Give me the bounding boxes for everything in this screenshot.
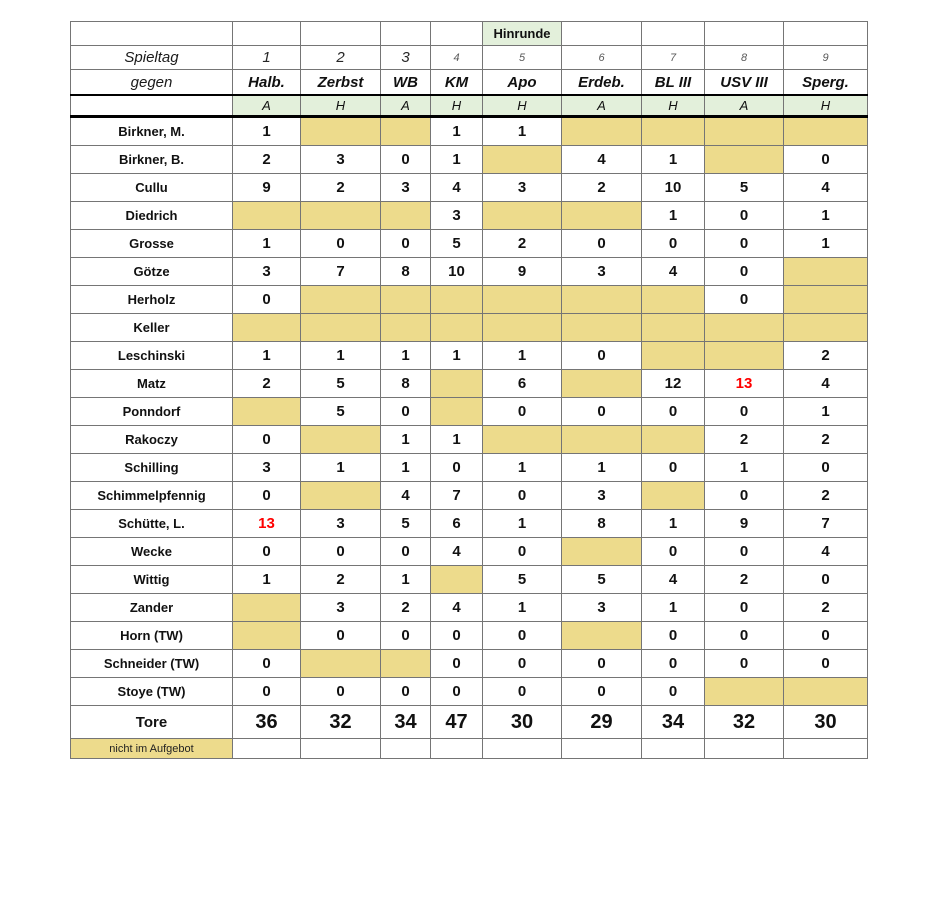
- goal-cell: 4: [431, 174, 483, 202]
- goal-cell: 1: [562, 454, 642, 482]
- goal-cell: 5: [483, 566, 562, 594]
- not-in-squad-cell: [381, 650, 431, 678]
- venue-indicator: H: [642, 95, 705, 117]
- goal-cell: 7: [431, 482, 483, 510]
- goal-cell: 0: [233, 678, 301, 706]
- goal-cell: 1: [381, 426, 431, 454]
- not-in-squad-cell: [483, 146, 562, 174]
- header-empty-cell: [705, 22, 784, 46]
- goal-cell: 0: [483, 482, 562, 510]
- hinrunde-row: [71, 22, 868, 46]
- goal-cell: 0: [705, 594, 784, 622]
- goal-cell: 0: [642, 230, 705, 258]
- player-row: [71, 594, 868, 622]
- not-in-squad-cell: [301, 650, 381, 678]
- goal-cell: 0: [483, 650, 562, 678]
- player-row: [71, 230, 868, 258]
- goal-cell: 1: [233, 342, 301, 370]
- not-in-squad-cell: [233, 202, 301, 230]
- goal-cell: 0: [705, 622, 784, 650]
- goal-cell: 0: [233, 286, 301, 314]
- tore-total: 30: [483, 706, 562, 739]
- goal-cell: 3: [562, 258, 642, 286]
- goal-cell: 3: [381, 174, 431, 202]
- matchday-number: 3: [381, 46, 431, 70]
- gegen-row: [71, 70, 868, 96]
- goal-cell: 1: [483, 594, 562, 622]
- goal-cell: 4: [784, 174, 868, 202]
- goal-cell: 3: [301, 510, 381, 538]
- player-row: [71, 622, 868, 650]
- opponent-header: KM: [431, 70, 483, 96]
- venue-indicator: A: [381, 95, 431, 117]
- goal-cell: 0: [381, 398, 431, 426]
- not-in-squad-cell: [642, 426, 705, 454]
- goals-table: [70, 21, 868, 759]
- goal-cell: 1: [301, 454, 381, 482]
- goal-cell: 1: [381, 454, 431, 482]
- totals-row: [71, 706, 868, 739]
- goal-cell: 0: [642, 678, 705, 706]
- goal-cell: 0: [705, 650, 784, 678]
- not-in-squad-cell: [381, 286, 431, 314]
- not-in-squad-cell: [483, 202, 562, 230]
- opponent-header: WB: [381, 70, 431, 96]
- goal-cell: 2: [784, 426, 868, 454]
- player-name: Birkner, B.: [71, 146, 233, 174]
- not-in-squad-cell: [301, 482, 381, 510]
- goal-cell: 3: [562, 482, 642, 510]
- not-in-squad-cell: [642, 482, 705, 510]
- not-in-squad-cell: [642, 117, 705, 146]
- opponent-header: Sperg.: [784, 70, 868, 96]
- tore-total: 34: [642, 706, 705, 739]
- tore-total: 47: [431, 706, 483, 739]
- tore-total: 36: [233, 706, 301, 739]
- player-row: [71, 538, 868, 566]
- spieltag-label: Spieltag: [71, 46, 233, 70]
- goal-cell: 0: [705, 202, 784, 230]
- goal-cell: 0: [381, 146, 431, 174]
- opponent-header: USV III: [705, 70, 784, 96]
- goal-cell: 0: [705, 258, 784, 286]
- header-empty-cell: [233, 22, 301, 46]
- player-row: [71, 454, 868, 482]
- player-name: Wecke: [71, 538, 233, 566]
- not-in-squad-cell: [705, 117, 784, 146]
- goal-cell: 1: [642, 510, 705, 538]
- header-empty-cell: [381, 22, 431, 46]
- not-in-squad-cell: [642, 314, 705, 342]
- goal-cell: 0: [784, 146, 868, 174]
- player-row: [71, 258, 868, 286]
- player-name: Ponndorf: [71, 398, 233, 426]
- goal-cell: 0: [431, 678, 483, 706]
- goal-cell: 2: [562, 174, 642, 202]
- legend-not-in-squad: nicht im Aufgebot: [71, 739, 233, 759]
- not-in-squad-cell: [642, 286, 705, 314]
- not-in-squad-cell: [301, 314, 381, 342]
- goal-cell: 0: [705, 398, 784, 426]
- matchday-number: 2: [301, 46, 381, 70]
- player-name: Rakoczy: [71, 426, 233, 454]
- not-in-squad-cell: [431, 370, 483, 398]
- goal-cell: 2: [784, 482, 868, 510]
- legend-empty-cell: [483, 739, 562, 759]
- matchday-number: 5: [483, 46, 562, 70]
- legend-row: [71, 739, 868, 759]
- goal-cell: 3: [431, 202, 483, 230]
- not-in-squad-cell: [381, 117, 431, 146]
- goal-cell: 1: [483, 454, 562, 482]
- player-name: Götze: [71, 258, 233, 286]
- tore-total: 32: [301, 706, 381, 739]
- goal-cell: 8: [381, 370, 431, 398]
- goal-cell: 5: [562, 566, 642, 594]
- goal-cell: 0: [642, 622, 705, 650]
- goal-cell: 0: [562, 650, 642, 678]
- goal-cell: 4: [562, 146, 642, 174]
- not-in-squad-cell: [562, 117, 642, 146]
- goal-cell: 2: [301, 174, 381, 202]
- player-row: [71, 566, 868, 594]
- player-row: [71, 650, 868, 678]
- matchday-number: 8: [705, 46, 784, 70]
- venue-row: [71, 95, 868, 117]
- goal-cell: 4: [381, 482, 431, 510]
- player-row: [71, 426, 868, 454]
- goal-cell: 1: [642, 202, 705, 230]
- not-in-squad-cell: [562, 202, 642, 230]
- legend-empty-cell: [431, 739, 483, 759]
- goal-cell: 5: [431, 230, 483, 258]
- legend-empty-cell: [301, 739, 381, 759]
- goal-cell: 2: [705, 426, 784, 454]
- goal-cell: 0: [483, 398, 562, 426]
- goal-cell: 0: [705, 538, 784, 566]
- goal-cell: 5: [301, 398, 381, 426]
- goal-cell: 2: [483, 230, 562, 258]
- goal-cell: 0: [483, 678, 562, 706]
- not-in-squad-cell: [705, 146, 784, 174]
- goal-cell: 1: [381, 342, 431, 370]
- legend-empty-cell: [784, 739, 868, 759]
- goal-cell: 5: [705, 174, 784, 202]
- goal-cell: 3: [233, 454, 301, 482]
- not-in-squad-cell: [431, 398, 483, 426]
- goal-cell: 0: [381, 230, 431, 258]
- tore-total: 30: [784, 706, 868, 739]
- goal-cell: 3: [301, 594, 381, 622]
- matchday-number: 7: [642, 46, 705, 70]
- tore-total: 32: [705, 706, 784, 739]
- goal-cell: 0: [784, 566, 868, 594]
- goal-cell: 1: [642, 594, 705, 622]
- not-in-squad-cell: [784, 678, 868, 706]
- not-in-squad-cell: [301, 117, 381, 146]
- not-in-squad-cell: [381, 202, 431, 230]
- venue-indicator: H: [784, 95, 868, 117]
- player-name: Horn (TW): [71, 622, 233, 650]
- goal-cell: 0: [301, 678, 381, 706]
- hinrunde-header: Hinrunde: [483, 22, 562, 46]
- goal-cell: 1: [233, 117, 301, 146]
- goal-cell: 5: [301, 370, 381, 398]
- goal-cell: 0: [784, 650, 868, 678]
- header-empty-cell: [431, 22, 483, 46]
- not-in-squad-cell: [562, 538, 642, 566]
- opponent-header: Halb.: [233, 70, 301, 96]
- goal-cell: 0: [642, 454, 705, 482]
- player-row: [71, 398, 868, 426]
- opponent-header: Apo: [483, 70, 562, 96]
- not-in-squad-cell: [431, 566, 483, 594]
- not-in-squad-cell: [381, 314, 431, 342]
- goal-cell: 7: [784, 510, 868, 538]
- not-in-squad-cell: [784, 117, 868, 146]
- goal-cell: 1: [431, 117, 483, 146]
- player-name: Keller: [71, 314, 233, 342]
- not-in-squad-cell: [483, 314, 562, 342]
- goal-cell: 2: [233, 370, 301, 398]
- goal-cell: 2: [784, 342, 868, 370]
- goal-cell: 6: [431, 510, 483, 538]
- matchday-number: 9: [784, 46, 868, 70]
- goal-cell: 0: [381, 678, 431, 706]
- player-name: Leschinski: [71, 342, 233, 370]
- player-row: [71, 174, 868, 202]
- tore-label: Tore: [71, 706, 233, 739]
- goal-cell: 4: [642, 566, 705, 594]
- venue-indicator: A: [705, 95, 784, 117]
- player-name: Cullu: [71, 174, 233, 202]
- venue-indicator: H: [483, 95, 562, 117]
- gegen-label: gegen: [71, 70, 233, 96]
- goal-cell: 8: [381, 258, 431, 286]
- venue-indicator: A: [562, 95, 642, 117]
- goal-cell: 0: [301, 622, 381, 650]
- goal-cell: 0: [233, 538, 301, 566]
- goal-cell: 1: [431, 426, 483, 454]
- goal-cell: 1: [784, 398, 868, 426]
- matchday-number: 4: [431, 46, 483, 70]
- goal-cell: 0: [301, 538, 381, 566]
- goal-cell: 1: [642, 146, 705, 174]
- venue-indicator: H: [431, 95, 483, 117]
- opponent-header: Zerbst: [301, 70, 381, 96]
- player-row: [71, 510, 868, 538]
- goal-cell: 0: [431, 454, 483, 482]
- goal-cell: 0: [431, 650, 483, 678]
- matchday-number: 1: [233, 46, 301, 70]
- player-row: [71, 342, 868, 370]
- goal-cell: 0: [784, 622, 868, 650]
- goal-cell: 10: [431, 258, 483, 286]
- goal-cell: 0: [483, 538, 562, 566]
- header-empty-cell: [642, 22, 705, 46]
- not-in-squad-cell: [233, 622, 301, 650]
- goal-cell: 1: [483, 342, 562, 370]
- tore-total: 29: [562, 706, 642, 739]
- goal-cell: 0: [784, 454, 868, 482]
- goal-cell: 1: [381, 566, 431, 594]
- player-name: Schütte, L.: [71, 510, 233, 538]
- not-in-squad-cell: [784, 258, 868, 286]
- legend-empty-cell: [642, 739, 705, 759]
- goal-cell: 0: [705, 286, 784, 314]
- not-in-squad-cell: [562, 370, 642, 398]
- goal-cell: 0: [233, 482, 301, 510]
- player-name: Wittig: [71, 566, 233, 594]
- legend-empty-cell: [562, 739, 642, 759]
- goal-cell: 1: [431, 342, 483, 370]
- not-in-squad-cell: [431, 286, 483, 314]
- tore-total: 34: [381, 706, 431, 739]
- player-row: [71, 370, 868, 398]
- goal-cell: 0: [562, 398, 642, 426]
- player-name: Matz: [71, 370, 233, 398]
- goal-cell: 13: [233, 510, 301, 538]
- goal-cell: 6: [483, 370, 562, 398]
- goal-cell: 1: [483, 117, 562, 146]
- goal-cell: 0: [562, 342, 642, 370]
- goal-cell: 12: [642, 370, 705, 398]
- venue-row-label-cell: [71, 95, 233, 117]
- goal-cell: 3: [301, 146, 381, 174]
- goal-cell: 4: [431, 594, 483, 622]
- corner-cell: [71, 22, 233, 46]
- spieltag-row: [71, 46, 868, 70]
- goal-cell: 0: [642, 650, 705, 678]
- goal-cell: 5: [381, 510, 431, 538]
- not-in-squad-cell: [705, 342, 784, 370]
- goal-cell: 3: [562, 594, 642, 622]
- goal-cell: 4: [784, 370, 868, 398]
- player-row: [71, 146, 868, 174]
- player-name: Schilling: [71, 454, 233, 482]
- opponent-header: BL III: [642, 70, 705, 96]
- goal-cell: 9: [483, 258, 562, 286]
- player-row: [71, 286, 868, 314]
- goal-cell: 1: [301, 342, 381, 370]
- not-in-squad-cell: [301, 286, 381, 314]
- not-in-squad-cell: [562, 314, 642, 342]
- not-in-squad-cell: [301, 426, 381, 454]
- not-in-squad-cell: [483, 286, 562, 314]
- player-row: [71, 202, 868, 230]
- player-row: [71, 314, 868, 342]
- player-name: Diedrich: [71, 202, 233, 230]
- goal-cell: 2: [705, 566, 784, 594]
- header-empty-cell: [562, 22, 642, 46]
- goal-cell: 0: [233, 426, 301, 454]
- not-in-squad-cell: [705, 314, 784, 342]
- goal-cell: 2: [301, 566, 381, 594]
- goal-cell: 0: [483, 622, 562, 650]
- not-in-squad-cell: [233, 314, 301, 342]
- goal-cell: 8: [562, 510, 642, 538]
- goal-cell: 3: [233, 258, 301, 286]
- goal-cell: 1: [705, 454, 784, 482]
- goal-cell: 4: [431, 538, 483, 566]
- goal-cell: 0: [642, 398, 705, 426]
- goals-spreadsheet: [70, 21, 868, 759]
- player-name: Schimmelpfennig: [71, 482, 233, 510]
- player-row: [71, 482, 868, 510]
- matchday-number: 6: [562, 46, 642, 70]
- goal-cell: 0: [381, 622, 431, 650]
- goal-cell: 9: [705, 510, 784, 538]
- goal-cell: 0: [705, 230, 784, 258]
- goal-cell: 9: [233, 174, 301, 202]
- goal-cell: 2: [233, 146, 301, 174]
- goal-cell: 1: [483, 510, 562, 538]
- legend-empty-cell: [705, 739, 784, 759]
- not-in-squad-cell: [301, 202, 381, 230]
- not-in-squad-cell: [562, 426, 642, 454]
- not-in-squad-cell: [784, 314, 868, 342]
- goal-cell: 4: [642, 258, 705, 286]
- goal-cell: 1: [784, 202, 868, 230]
- goal-cell: 10: [642, 174, 705, 202]
- goal-cell: 2: [784, 594, 868, 622]
- not-in-squad-cell: [562, 286, 642, 314]
- goal-cell: 0: [233, 650, 301, 678]
- goal-cell: 4: [784, 538, 868, 566]
- goal-cell: 7: [301, 258, 381, 286]
- player-name: Grosse: [71, 230, 233, 258]
- header-empty-cell: [301, 22, 381, 46]
- goal-cell: 1: [784, 230, 868, 258]
- goal-cell: 13: [705, 370, 784, 398]
- not-in-squad-cell: [233, 594, 301, 622]
- player-name: Herholz: [71, 286, 233, 314]
- goal-cell: 2: [381, 594, 431, 622]
- player-row: [71, 678, 868, 706]
- goal-cell: 0: [431, 622, 483, 650]
- goal-cell: 0: [562, 678, 642, 706]
- player-row: [71, 117, 868, 146]
- goal-cell: 1: [233, 566, 301, 594]
- goal-cell: 3: [483, 174, 562, 202]
- not-in-squad-cell: [784, 286, 868, 314]
- header-empty-cell: [784, 22, 868, 46]
- player-name: Birkner, M.: [71, 117, 233, 146]
- not-in-squad-cell: [431, 314, 483, 342]
- not-in-squad-cell: [562, 622, 642, 650]
- not-in-squad-cell: [642, 342, 705, 370]
- legend-empty-cell: [381, 739, 431, 759]
- goal-cell: 0: [562, 230, 642, 258]
- goal-cell: 0: [301, 230, 381, 258]
- goal-cell: 1: [431, 146, 483, 174]
- goal-cell: 0: [705, 482, 784, 510]
- not-in-squad-cell: [483, 426, 562, 454]
- player-name: Zander: [71, 594, 233, 622]
- venue-indicator: A: [233, 95, 301, 117]
- player-name: Stoye (TW): [71, 678, 233, 706]
- goal-cell: 0: [642, 538, 705, 566]
- goal-cell: 1: [233, 230, 301, 258]
- goal-cell: 0: [381, 538, 431, 566]
- not-in-squad-cell: [233, 398, 301, 426]
- not-in-squad-cell: [705, 678, 784, 706]
- legend-empty-cell: [233, 739, 301, 759]
- player-name: Schneider (TW): [71, 650, 233, 678]
- opponent-header: Erdeb.: [562, 70, 642, 96]
- venue-indicator: H: [301, 95, 381, 117]
